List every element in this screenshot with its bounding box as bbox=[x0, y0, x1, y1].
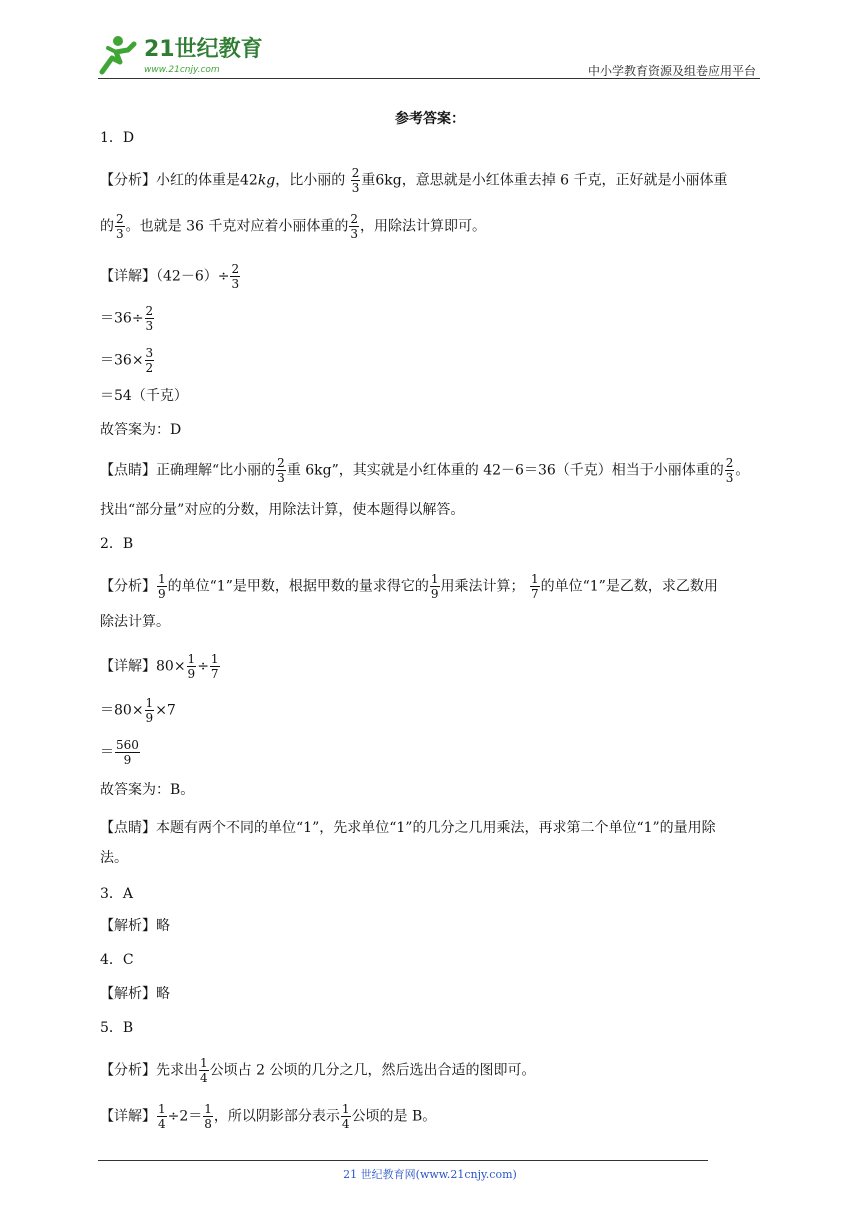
fraction bbox=[199, 1056, 209, 1085]
site-logo bbox=[94, 32, 264, 78]
denominator: 4 bbox=[341, 1117, 350, 1131]
numerator: 1 bbox=[158, 572, 166, 586]
numerator: 560 bbox=[116, 738, 139, 752]
numerator: 2 bbox=[351, 166, 360, 180]
denominator: 9 bbox=[158, 587, 166, 601]
q2-detail bbox=[100, 652, 221, 681]
text: 重 6kg”，其实就是小红体重的 42－6＝36（千克）相当于小丽体重的 bbox=[286, 462, 724, 479]
numerator: 2 bbox=[145, 304, 154, 318]
fraction bbox=[115, 738, 140, 767]
numerator: 1 bbox=[430, 572, 439, 586]
numerator: 2 bbox=[231, 262, 240, 276]
fraction bbox=[341, 1102, 351, 1131]
q4-answer: 4．C bbox=[100, 952, 134, 968]
numerator: 2 bbox=[277, 456, 285, 470]
fraction bbox=[145, 696, 155, 725]
q3-analysis: 【解析】略 bbox=[100, 918, 170, 934]
q1-detail bbox=[100, 262, 241, 291]
text: 公顷的是 B。 bbox=[351, 1108, 437, 1125]
q1-analysis-line2 bbox=[100, 212, 486, 241]
platform-label: 中小学教育资源及组卷应用平台 bbox=[587, 64, 756, 78]
denominator: 2 bbox=[145, 361, 154, 375]
fraction bbox=[157, 1102, 167, 1131]
q4-analysis: 【解析】略 bbox=[100, 986, 170, 1002]
denominator: 3 bbox=[145, 319, 154, 333]
q1-step3: ＝54（千克） bbox=[100, 388, 188, 404]
q3-answer: 3．A bbox=[100, 886, 134, 902]
q1-step2 bbox=[100, 346, 155, 375]
q1-analysis-line1 bbox=[100, 166, 728, 195]
numerator: 1 bbox=[341, 1102, 350, 1116]
text: ＝36× bbox=[100, 352, 144, 369]
q2-final: 故答案为：B。 bbox=[100, 782, 195, 798]
text: 公顷占 2 公顷的几分之几，然后选出合适的图即可。 bbox=[209, 1062, 536, 1079]
numerator: 1 bbox=[204, 1102, 212, 1116]
fraction bbox=[725, 456, 735, 485]
fraction bbox=[230, 262, 240, 291]
header-divider bbox=[98, 78, 760, 79]
numerator: 1 bbox=[210, 652, 219, 666]
text: ＝ bbox=[100, 744, 114, 761]
footer-divider bbox=[98, 1160, 708, 1161]
q1-answer: 1．D bbox=[100, 130, 135, 146]
text: ，所以阴影部分表示 bbox=[213, 1108, 340, 1125]
q2-step1 bbox=[100, 696, 176, 725]
numerator: 2 bbox=[725, 456, 734, 470]
fraction bbox=[430, 572, 440, 601]
text: kg bbox=[257, 172, 276, 189]
text: 的 bbox=[100, 218, 114, 235]
numerator: 2 bbox=[116, 212, 124, 226]
denominator: 4 bbox=[200, 1071, 208, 1085]
denominator: 3 bbox=[231, 277, 240, 291]
numerator: 1 bbox=[200, 1056, 208, 1070]
denominator: 3 bbox=[725, 471, 734, 485]
text: 【分析】 bbox=[100, 578, 156, 595]
text: 的单位“1”是甲数，根据甲数的量求得它的 bbox=[167, 578, 429, 595]
denominator: 9 bbox=[145, 711, 154, 725]
text: ＝80× bbox=[100, 702, 144, 719]
fraction bbox=[530, 572, 540, 601]
fraction bbox=[115, 212, 125, 241]
text: 【分析】小红的体重是42 bbox=[100, 172, 258, 189]
q2-analysis-line1 bbox=[100, 572, 718, 601]
numerator: 3 bbox=[145, 346, 154, 360]
text: 【分析】先求出 bbox=[100, 1062, 198, 1079]
denominator: 9 bbox=[430, 587, 439, 601]
fraction bbox=[145, 304, 155, 333]
text: ，用除法计算即可。 bbox=[360, 218, 486, 235]
numerator: 1 bbox=[158, 1102, 166, 1116]
fraction bbox=[210, 652, 220, 681]
fraction bbox=[145, 346, 155, 375]
q2-answer: 2．B bbox=[100, 536, 134, 552]
q1-point-line1 bbox=[100, 456, 749, 485]
text: ＝36÷ bbox=[100, 310, 144, 327]
denominator: 9 bbox=[123, 753, 132, 767]
q5-answer: 5．B bbox=[100, 1020, 134, 1036]
footer-link[interactable]: 21 世纪教育网(www.21cnjy.com) bbox=[343, 1168, 517, 1181]
text: 重6kg，意思就是小红体重去掉 6 千克，正好就是小丽体重 bbox=[361, 172, 728, 189]
fraction bbox=[157, 572, 167, 601]
text: 用乘法计算； bbox=[440, 578, 525, 595]
text: 【详解】（42－6）÷ bbox=[100, 268, 230, 285]
denominator: 3 bbox=[350, 227, 358, 241]
q2-step2 bbox=[100, 738, 141, 767]
text: 【详解】80× bbox=[100, 658, 186, 675]
runner-icon bbox=[102, 36, 134, 72]
q2-analysis-line2: 除法计算。 bbox=[100, 614, 170, 630]
q5-analysis bbox=[100, 1056, 535, 1085]
fraction bbox=[203, 1102, 213, 1131]
numerator: 1 bbox=[187, 652, 196, 666]
q1-final: 故答案为：D bbox=[100, 422, 182, 438]
text: 【详解】 bbox=[100, 1108, 156, 1125]
fraction bbox=[349, 212, 359, 241]
denominator: 7 bbox=[210, 667, 219, 681]
logo-text: 21世纪教育 bbox=[144, 37, 263, 62]
text: ÷2＝ bbox=[167, 1108, 203, 1125]
fraction bbox=[351, 166, 361, 195]
numerator: 1 bbox=[530, 572, 539, 586]
text: 【点睛】正确理解“比小丽的 bbox=[100, 462, 276, 479]
numerator: 2 bbox=[350, 212, 358, 226]
q2-point-line2: 法。 bbox=[100, 850, 128, 866]
denominator: 4 bbox=[158, 1117, 166, 1131]
text: ×7 bbox=[155, 702, 176, 719]
denominator: 9 bbox=[187, 667, 196, 681]
denominator: 3 bbox=[116, 227, 124, 241]
denominator: 3 bbox=[351, 181, 360, 195]
fraction bbox=[187, 652, 197, 681]
numerator: 1 bbox=[145, 696, 154, 710]
q2-point-line1: 【点睛】本题有两个不同的单位“1”，先求单位“1”的几分之几用乘法，再求第二个单位“1”的量用除 bbox=[100, 820, 716, 836]
q1-step1 bbox=[100, 304, 155, 333]
text: 。也就是 36 千克对应着小丽体重的 bbox=[125, 218, 349, 235]
text: ，比小丽的 bbox=[275, 172, 346, 189]
fraction bbox=[276, 456, 286, 485]
q1-point-line2: 找出“部分量”对应的分数，用除法计算，使本题得以解答。 bbox=[100, 502, 465, 518]
denominator: 7 bbox=[530, 587, 539, 601]
denominator: 8 bbox=[204, 1117, 212, 1131]
denominator: 3 bbox=[277, 471, 285, 485]
text: ÷ bbox=[197, 658, 209, 675]
logo-url: www.21cnjy.com bbox=[144, 65, 220, 75]
page-title: 参考答案： bbox=[395, 111, 465, 127]
text: 。 bbox=[735, 462, 750, 479]
text: 的单位“1”是乙数，求乙数用 bbox=[540, 578, 718, 595]
q5-detail bbox=[100, 1102, 436, 1131]
